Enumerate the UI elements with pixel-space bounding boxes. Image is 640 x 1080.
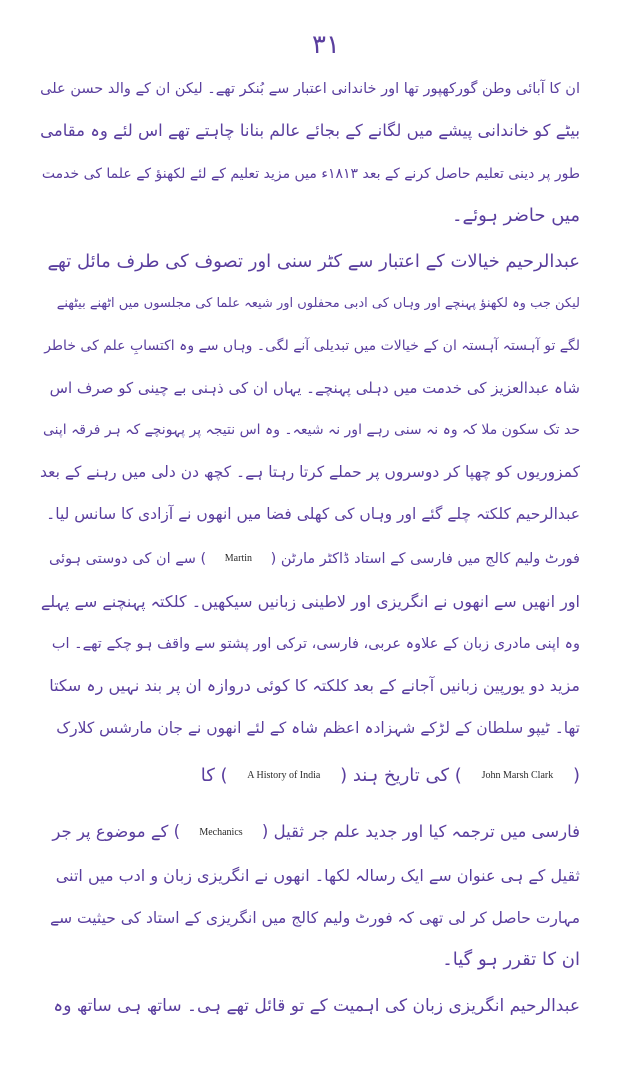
text-line-22: عبدالرحیم انگریزی زبان کی اہمیت کے تو قائل تھے ہی۔ ساتھ ہی ساتھ وہ	[53, 996, 580, 1016]
text-line-20: مہارت حاصل کر لی تھی کہ فورٹ ولیم کالج میں انگریزی کے استاد کی حیثیت سے	[50, 909, 580, 927]
text-line-12-post: ) سے ان کی دوستی ہوئی	[48, 551, 207, 567]
text-line-17-mid: ) کی تاریخ ہند (	[340, 765, 462, 786]
text-line-13: اور انھیں سے انھوں نے انگریزی اور لاطینی زبانیں سیکھیں۔ کلکتہ پہنچنے سے پہلے	[40, 592, 580, 611]
text-line-17	[201, 762, 580, 790]
text-line-12-pre: فورٹ ولیم کالج میں فارسی کے استاد ڈاکٹر مارٹن (	[270, 551, 580, 567]
text-line-5: عبدالرحیم خیالات کے اعتبار سے کٹر سنی اور تصوف کی طرف مائل تھے	[47, 251, 580, 272]
text-line-2: بیٹے کو خاندانی پیشے میں لگانے کے بجائے عالم بنانا چاہتے تھے اس لئے وہ مقامی	[40, 121, 580, 140]
text-line-6: لیکن جب وہ لکھنؤ پہنچے اور وہاں کی ادبی محفلوں اور شیعہ علما کی مجلسوں میں اٹھنے بیٹھنے	[56, 296, 580, 311]
text-line-21: ان کا تقرر ہو گیا۔	[442, 949, 580, 970]
text-line-3: طور پر دینی تعلیم حاصل کرنے کے بعد ۱۸۱۳ء میں مزید تعلیم کے لئے لکھنؤ کے علما کی خدمت	[41, 166, 580, 182]
text-line-17-post: ) کا	[200, 765, 228, 786]
text-line-18-pre: فارسی میں ترجمہ کیا اور جدید علم جر ثقیل (	[261, 822, 580, 841]
text-line-1: ان کا آبائی وطن گورکھپور تھا اور خاندانی اعتبار سے بُنکر تھے۔ لیکن ان کے والد حسن علی	[40, 81, 580, 97]
latin-term-john-marsh-clark: John Marsh Clark	[481, 770, 554, 781]
text-line-14: وہ اپنی مادری زبان کے علاوہ عربی، فارسی، ترکی اور پشتو سے واقف ہو چکے تھے۔ اب	[51, 636, 580, 652]
page-number: ۳۱	[312, 30, 340, 60]
text-line-9: حد تک سکون ملا کہ وہ نہ سنی رہے اور نہ شیعہ۔ وہ اس نتیجہ پر پہونچے کہ ہر فرقہ اپنی	[42, 422, 580, 438]
latin-term-mechanics: Mechanics	[199, 826, 243, 838]
text-line-17-pre: (	[572, 765, 580, 786]
text-line-19: ثقیل کے ہی عنوان سے ایک رسالہ لکھا۔ انھوں نے انگریزی زبان و ادب میں اتنی	[55, 866, 580, 885]
latin-term-history-of-india: A History of India	[247, 770, 321, 781]
text-line-8: شاہ عبدالعزیز کی خدمت میں دہلی پہنچے۔ یہاں ان کی ذہنی بے چینی کو صرف اس	[49, 379, 580, 397]
text-line-4: میں حاضر ہوئے۔	[452, 205, 580, 226]
text-line-16: تھا۔ ٹیپو سلطان کے لڑکے شہزادہ اعظم شاہ کے لئے انھوں نے جان مارشس کلارک	[56, 719, 580, 737]
text-line-10: کمزوریوں کو چھپا کر دوسروں پر حملے کرتا رہتا ہے۔ کچھ دن دلی میں رہنے کے بعد	[40, 463, 580, 481]
text-line-15: مزید دو یورپین زبانیں آجانے کے بعد کلکتہ کا کوئی دروازہ ان پر بند نہیں رہ سکتا	[49, 676, 580, 695]
text-line-11: عبدالرحیم کلکتہ چلے گئے اور وہاں کی کھلی فضا میں انھوں نے آزادی کا سانس لیا۔	[46, 505, 580, 523]
text-line-7: لگے تو آہستہ آہستہ ان کے خیالات میں تبدیلی آنے لگی۔ وہاں سے وہ اکتسابِ علم کی خاطر	[44, 338, 580, 354]
latin-term-martin: Martin	[224, 553, 252, 564]
text-line-12	[49, 545, 580, 573]
text-line-18	[52, 818, 580, 847]
text-line-18-post: ) کے موضوع پر جر	[52, 822, 181, 841]
